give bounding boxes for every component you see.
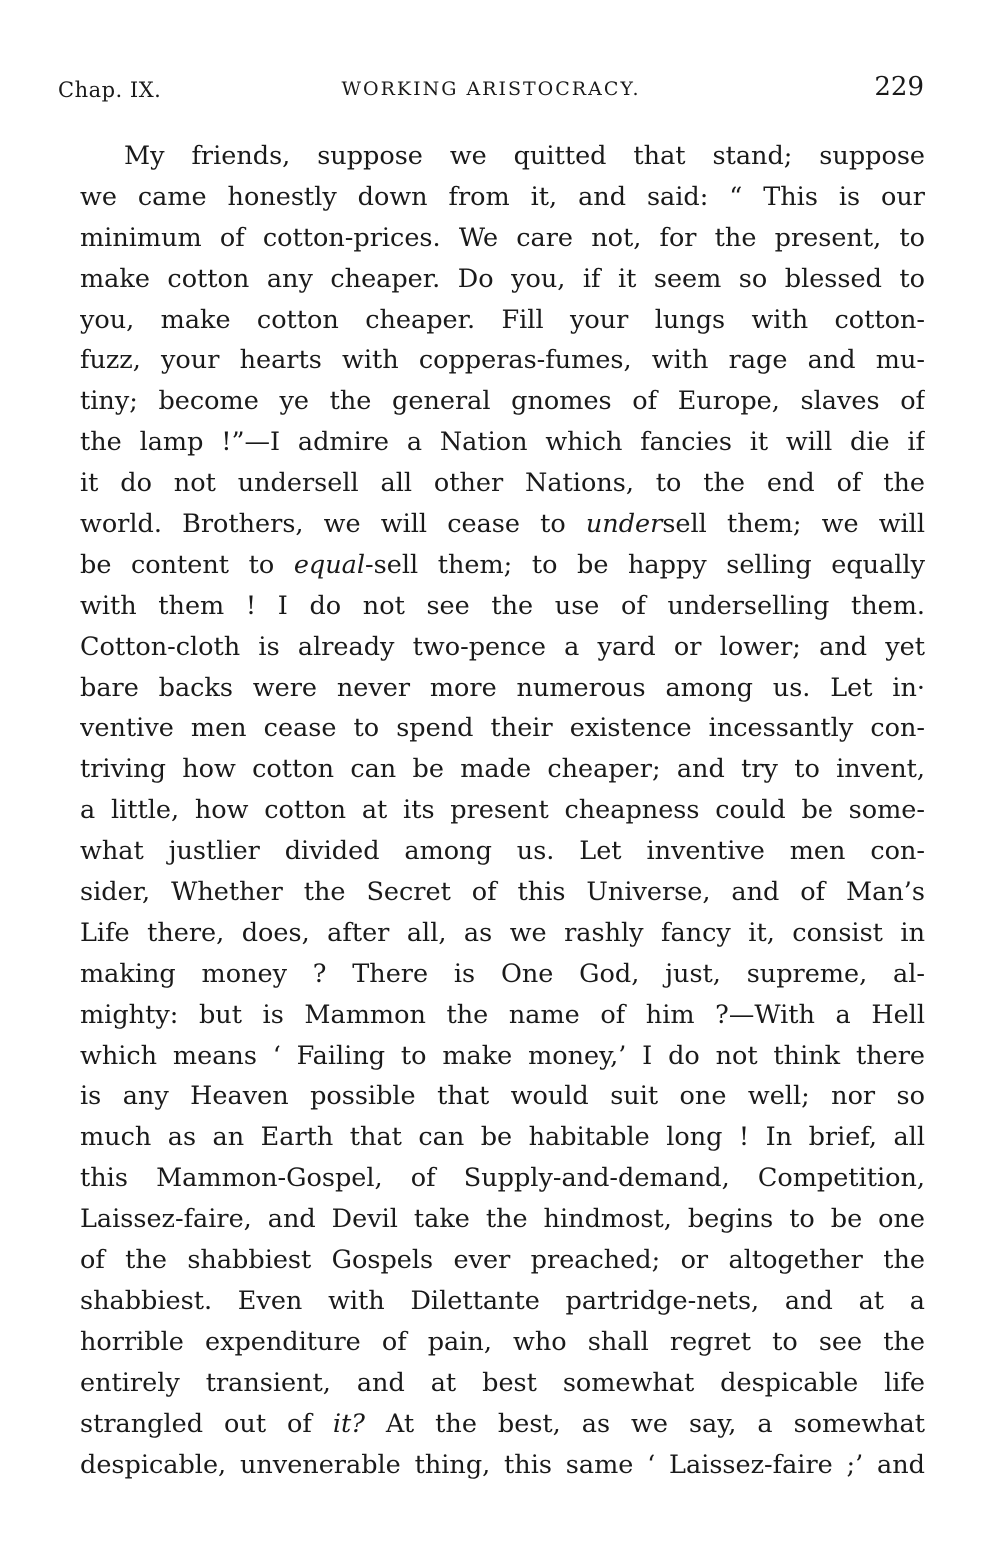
text-line (80, 381, 925, 422)
text-run: Laissez-faire, and Devil take the hindmost, begins to be one (80, 1204, 925, 1235)
italic-text: under (585, 509, 663, 540)
text-line (80, 1363, 925, 1404)
text-run: what justlier divided among us. Let inventive men con- (80, 836, 925, 867)
italic-text: it? (332, 1408, 365, 1439)
text-line (80, 872, 925, 913)
text-line (80, 300, 925, 341)
text-line (80, 177, 925, 218)
text-run: of the shabbiest Gospels ever preached; or altogether the (80, 1245, 925, 1276)
text-line (80, 831, 925, 872)
text-run: which means ‘ Failing to make money,’ I do not think there (80, 1040, 925, 1071)
text-line (80, 504, 925, 545)
text-run: be content to (80, 549, 294, 580)
text-line (80, 1281, 925, 1322)
text-run: making money ? There is One God, just, supreme, al- (80, 958, 925, 989)
text-line (80, 1240, 925, 1281)
text-run: bare backs were never more numerous among us. Let in· (80, 672, 925, 703)
text-run: entirely transient, and at best somewhat despicable life (80, 1367, 925, 1398)
text-run: ventive men cease to spend their existence incessantly con- (80, 713, 925, 744)
text-run: with them ! I do not see the use of underselling them. (80, 590, 925, 621)
text-line (80, 1322, 925, 1363)
text-run: minimum of cotton-prices. We care not, for the present, to (80, 222, 925, 253)
text-run: Life there, does, after all, as we rashly fancy it, consist in (80, 917, 925, 948)
text-run: Cotton-cloth is already two-pence a yard or lower; and yet (80, 631, 925, 662)
text-line (80, 708, 925, 749)
text-line (80, 627, 925, 668)
text-run: mighty: but is Mammon the name of him ?—With a Hell (80, 999, 925, 1030)
text-run: you, make cotton cheaper. Fill your lungs with cotton- (80, 304, 925, 335)
text-line (80, 340, 925, 381)
text-line (80, 995, 925, 1036)
text-line (80, 1404, 925, 1445)
text-run: this Mammon-Gospel, of Supply-and-demand, Competition, (80, 1163, 925, 1194)
text-run: sell them; we will (662, 509, 925, 540)
text-line (80, 586, 925, 627)
text-run: make cotton any cheaper. Do you, if it seem so blessed to (80, 263, 925, 294)
text-run: we came honestly down from it, and said: “ This is our (80, 181, 925, 212)
text-line (80, 545, 925, 586)
text-run: fuzz, your hearts with copperas-fumes, with rage and mu- (80, 345, 925, 376)
text-line (80, 790, 925, 831)
text-line (80, 136, 925, 177)
body-paragraph (80, 136, 925, 1485)
text-line (80, 218, 925, 259)
text-run: world. Brothers, we will cease to (80, 509, 586, 540)
running-head (58, 72, 924, 112)
text-run: horrible expenditure of pain, who shall regret to see the (80, 1326, 925, 1357)
text-run: the lamp !”—I admire a Nation which fancies it will die if (80, 427, 925, 458)
text-run: it do not undersell all other Nations, to the end of the (80, 468, 925, 499)
text-run: a little, how cotton at its present cheapness could be some- (80, 795, 925, 826)
text-line (80, 1158, 925, 1199)
text-line (80, 954, 925, 995)
text-line (80, 668, 925, 709)
text-run: At the best, as we say, a somewhat (364, 1408, 925, 1439)
text-run: despicable, unvenerable thing, this same ‘ Laissez-faire ;’ and (80, 1449, 925, 1480)
text-line (80, 749, 925, 790)
running-title: WORKING ARISTOCRACY. (341, 78, 641, 100)
text-run: shabbiest. Even with Dilettante partridge-nets, and at a (80, 1285, 925, 1316)
chapter-label: Chap. IX. (58, 78, 162, 102)
text-line (80, 259, 925, 300)
text-run: much as an Earth that can be habitable long ! In brief, all (80, 1122, 925, 1153)
text-line (80, 913, 925, 954)
text-line (80, 1199, 925, 1240)
page-number: 229 (874, 72, 924, 102)
text-line (80, 1076, 925, 1117)
italic-text: equal (293, 549, 366, 580)
text-run: My friends, suppose we quitted that stand; suppose (124, 141, 925, 171)
text-run: triving how cotton can be made cheaper; and try to invent, (80, 754, 925, 785)
text-line (80, 422, 925, 463)
text-run: is any Heaven possible that would suit one well; nor so (80, 1081, 925, 1112)
text-line (80, 1117, 925, 1158)
text-run: sider, Whether the Secret of this Universe, and of Man’s (80, 877, 925, 908)
text-run: tiny; become ye the general gnomes of Europe, slaves of (80, 386, 925, 417)
text-line (80, 463, 925, 504)
text-run: -sell them; to be happy selling equally (365, 549, 925, 580)
text-run: strangled out of (80, 1408, 333, 1439)
text-line (80, 1036, 925, 1077)
text-line (80, 1445, 925, 1486)
